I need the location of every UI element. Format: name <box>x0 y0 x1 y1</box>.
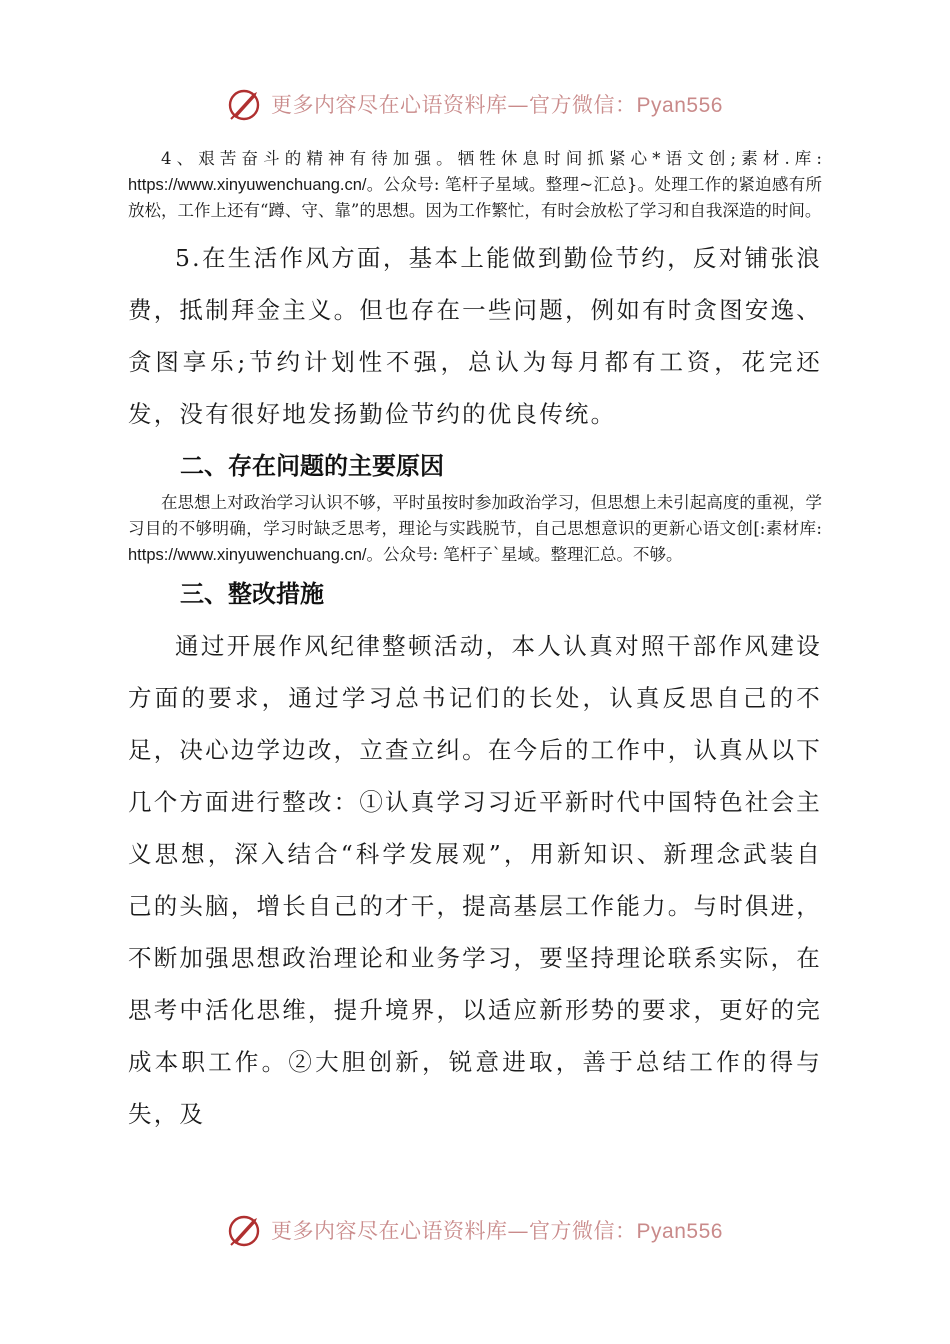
paragraph-measures: 通过开展作风纪律整顿活动，本人认真对照干部作风建设方面的要求，通过学习总书记们的长处，认真反思自己的不足，决心边学边改，立查立纠。在今后的工作中，认真从以下几个方面进行整改：①认真学习习近平新时代中国特色社会主义思想，深入结合“科学发展观”，用新知识、新理念武装自己的头脑，增长自己的才干，提高基层工作能力。与时俱进，不断加强思想政治理论和业务学习，要坚持理论联系实际，在思考中活化思维，提升境界，以适应新形势的要求，更好的完成本职工作。②大胆创新，锐意进取，善于总结工作的得与失，及 <box>128 632 822 1128</box>
banner-text: 更多内容尽在心语资料库—官方微信：Pyan556 <box>271 93 723 117</box>
paragraph-causes-url: https://www.xinyuwenchuang.cn/ <box>128 546 367 564</box>
footer-banner <box>0 1210 950 1250</box>
section-heading-measures: 三、整改措施 <box>180 580 324 608</box>
section-heading-causes: 二、存在问题的主要原因 <box>180 452 444 480</box>
banner-text: 更多内容尽在心语资料库—官方微信：Pyan556 <box>271 1219 723 1243</box>
paragraph-causes: 在思想上对政治学习认识不够，平时虽按时参加政治学习，但思想上未引起高度的重视，学习目的不够明确，学习时缺乏思考，理论与实践脱节，自己思想意识的更新心语文创[:素材库: https://www.xinyuwenchuang.cn/。公众号: 笔杆子`星域。整理汇总。不够。 <box>128 493 822 564</box>
pen-logo-icon <box>227 1212 263 1248</box>
paragraph-5: 5.在生活作风方面，基本上能做到勤俭节约，反对铺张浪费，抵制拜金主义。但也存在一些问题，例如有时贪图安逸、贪图享乐;节约计划性不强，总认为每月都有工资，花完还发，没有很好地发扬勤俭节约的优良传统。 <box>128 244 822 428</box>
paragraph-4: 4、艰苦奋斗的精神有待加强。牺牲休息时间抓紧心*语文创;素材.库: https://www.xinyuwenchuang.cn/。公众号: 笔杆子星域。整理~汇总}。处理工作的紧迫感有所放松，工作上还有“蹲、守、靠”的思想。因为工作繁忙，有时会放松了学习和自我深造的时间。 <box>128 149 822 220</box>
paragraph-4-url: https://www.xinyuwenchuang.cn/ <box>128 176 367 194</box>
banner-handle: Pyan556 <box>636 94 723 117</box>
pen-logo-icon <box>227 86 263 122</box>
header-banner <box>0 84 950 124</box>
banner-handle: Pyan556 <box>636 1220 723 1243</box>
document-body <box>128 146 822 1140</box>
